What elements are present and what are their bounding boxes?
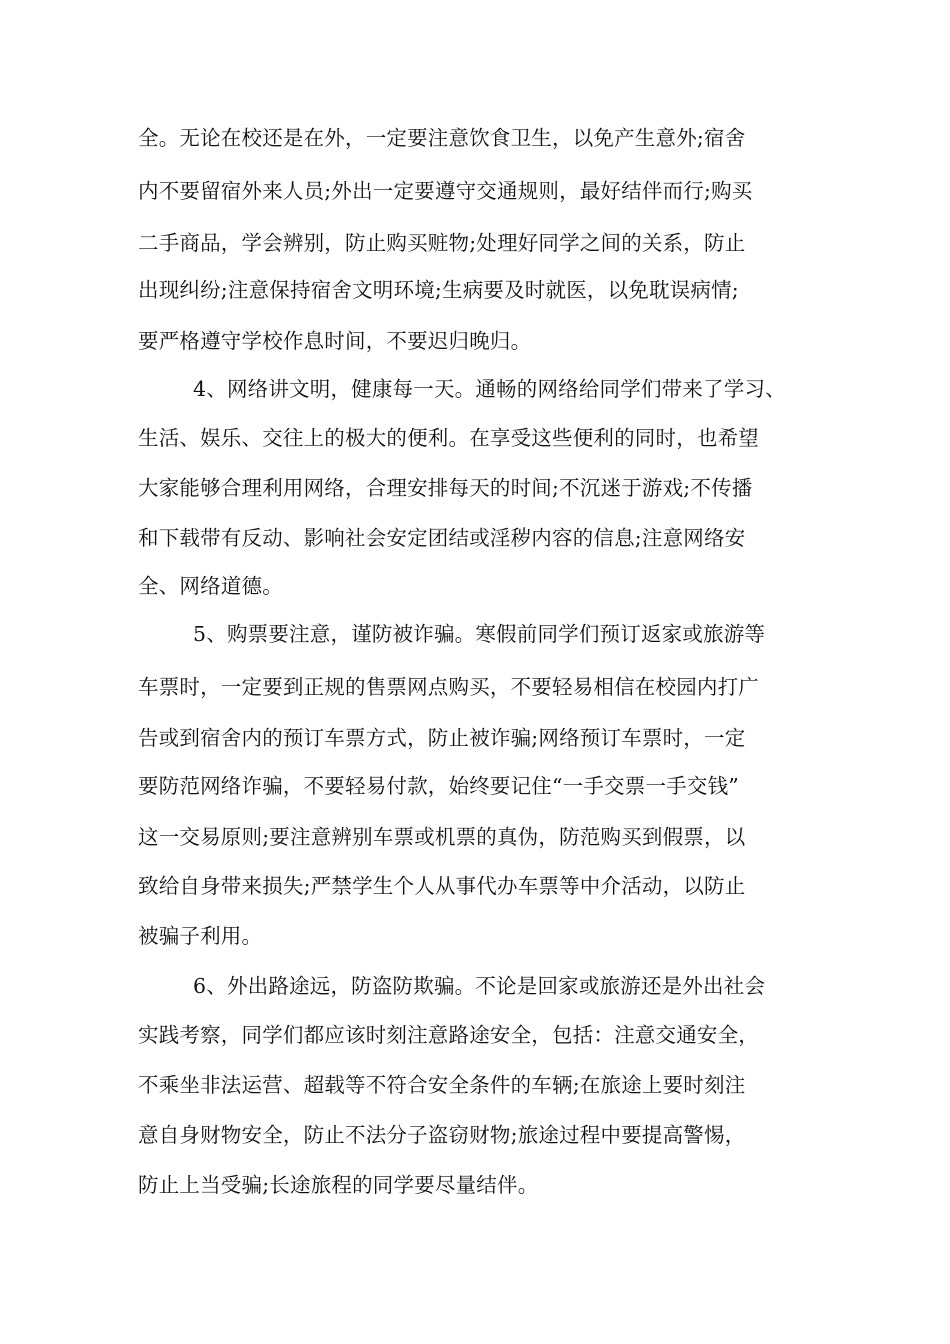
paragraph-line: 要严格遵守学校作息时间，不要迟归晚归。 [138, 329, 532, 353]
paragraph-line: 这一交易原则;要注意辨别车票或机票的真伪，防范购买到假票，以 [138, 825, 746, 849]
paragraph-line: 致给自身带来损失;严禁学生个人从事代办车票等中介活动，以防止 [138, 874, 746, 898]
paragraph-line: 4、网络讲文明，健康每一天。通畅的网络给同学们带来了学习、 [193, 377, 786, 401]
paragraph-line: 全。无论在校还是在外，一定要注意饮食卫生，以免产生意外;宿舍 [138, 126, 746, 150]
paragraph-line: 意自身财物安全，防止不法分子盗窃财物;旅途过程中要提高警惕， [138, 1123, 746, 1147]
paragraph-line: 告或到宿舍内的预订车票方式，防止被诈骗;网络预订车票时，一定 [138, 726, 746, 750]
paragraph-line: 5、购票要注意，谨防被诈骗。寒假前同学们预订返家或旅游等 [193, 622, 766, 646]
paragraph-line: 要防范网络诈骗，不要轻易付款，始终要记住“一手交票一手交钱” [138, 774, 739, 798]
paragraph-line: 被骗子利用。 [138, 924, 263, 948]
paragraph-line: 和下载带有反动、影响社会安定团结或淫秽内容的信息;注意网络安 [138, 526, 746, 550]
paragraph-line: 实践考察，同学们都应该时刻注意路途安全，包括：注意交通安全， [138, 1023, 759, 1047]
paragraph-line: 不乘坐非法运营、超载等不符合安全条件的车辆;在旅途上要时刻注 [138, 1073, 746, 1097]
paragraph-line: 6、外出路途远，防盗防欺骗。不论是回家或旅游还是外出社会 [193, 974, 766, 998]
paragraph-line: 二手商品，学会辨别，防止购买赃物;处理好同学之间的关系，防止 [138, 231, 746, 255]
paragraph-line: 全、网络道德。 [138, 574, 283, 598]
paragraph-line: 大家能够合理利用网络，合理安排每天的时间;不沉迷于游戏;不传播 [138, 476, 753, 500]
paragraph-line: 防止上当受骗;长途旅程的同学要尽量结伴。 [138, 1173, 539, 1197]
paragraph-line: 内不要留宿外来人员;外出一定要遵守交通规则，最好结伴而行;购买 [138, 179, 753, 203]
paragraph-line: 出现纠纷;注意保持宿舍文明环境;生病要及时就医，以免耽误病情; [138, 278, 739, 302]
paragraph-line: 车票时，一定要到正规的售票网点购买，不要轻易相信在校园内打广 [138, 675, 759, 699]
paragraph-line: 生活、娱乐、交往上的极大的便利。在享受这些便利的同时，也希望 [138, 426, 759, 450]
